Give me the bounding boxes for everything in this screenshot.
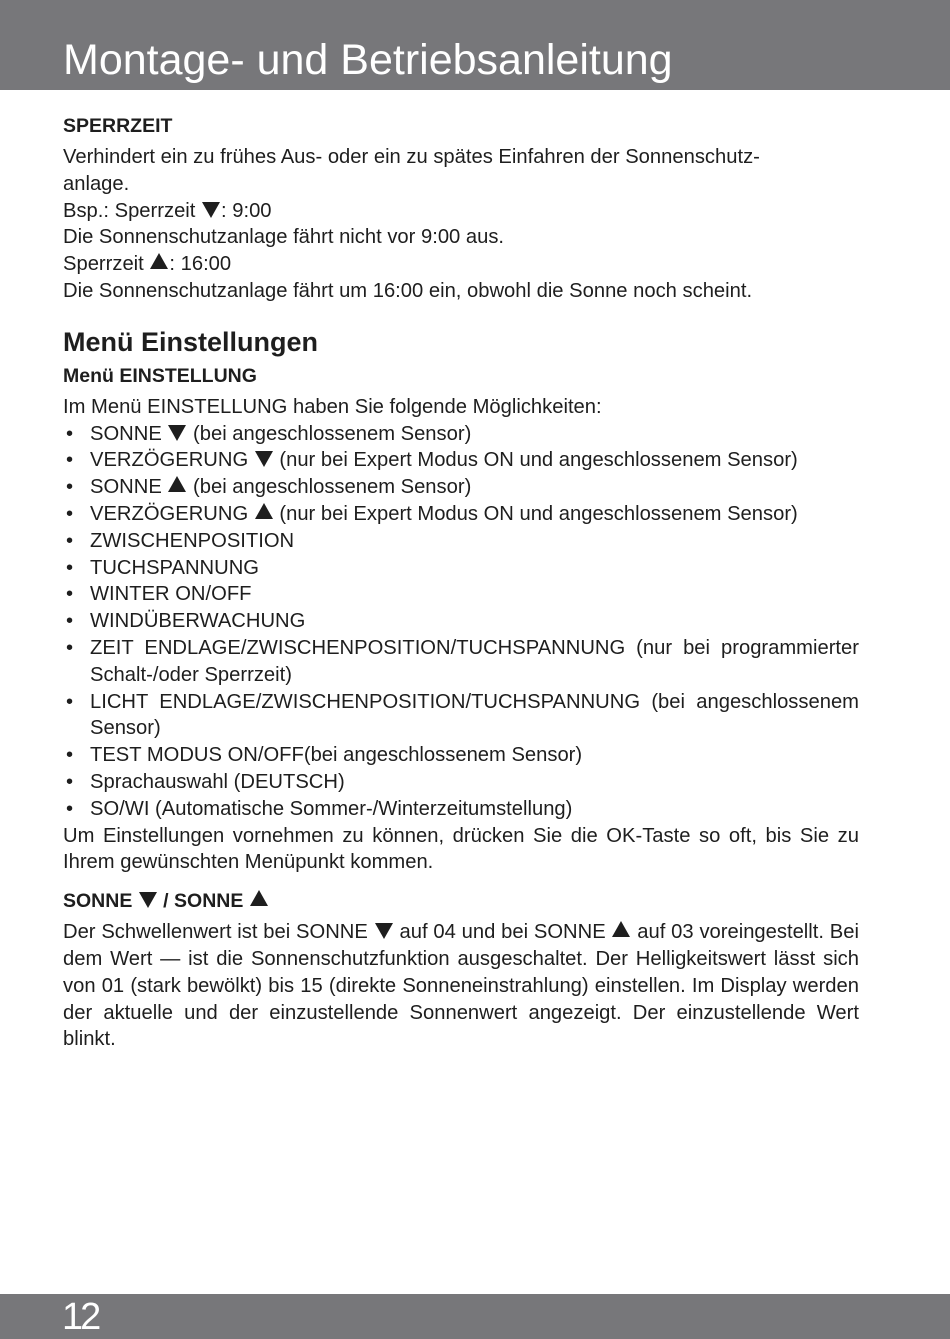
item-text: TUCHSPANNUNG (90, 556, 259, 579)
list-item-licht-endlage (63, 689, 859, 743)
sperrzeit-example-up (63, 251, 859, 278)
sonne-description (63, 919, 859, 1053)
settings-options-list (63, 421, 859, 823)
bullet: • (66, 449, 74, 472)
sonne-text: auf 03 voreingestellt. Bei dem Wert — ist die Sonnenschutzfunktion ausgeschaltet. Der Helligkeitswert lässt sich von 01 (stark bewölkt) bis 15 (direkte Sonneneinstrahlung) einstellen. Im Display werden der aktuelle und der einzustellende Sonnenwert angezeigt. Der einzustellende Wert blinkt. (63, 921, 859, 1051)
bullet: • (66, 797, 74, 820)
sonne-text: Der Schwellenwert ist bei SONNE (63, 921, 374, 944)
arrow-up-icon (255, 503, 273, 519)
sonne-heading-text: SONNE (63, 890, 138, 913)
sperrzeit-heading: SPERRZEIT (63, 115, 173, 137)
bullet: • (66, 476, 74, 499)
page-title: Montage- und Betriebsanleitung (63, 36, 673, 84)
arrow-down-icon (255, 451, 273, 467)
sonne-heading-separator: / SONNE (157, 890, 249, 913)
page-footer (0, 1294, 950, 1339)
sperrzeit-example-prefix: Bsp.: Sperrzeit (63, 199, 202, 222)
list-item-test-modus (63, 742, 859, 769)
list-item-zeit-endlage (63, 635, 859, 689)
arrow-down-icon (375, 923, 393, 939)
item-text: SONNE (90, 422, 168, 445)
sperrzeit-down-value: : 9:00 (221, 199, 272, 222)
bullet: • (66, 744, 74, 767)
item-text: (bei angeschlossenem Sensor) (187, 476, 472, 499)
list-item-so-wi (63, 796, 859, 823)
sperrzeit-block (63, 144, 859, 305)
bullet: • (66, 636, 74, 659)
sperrzeit-note-down: Die Sonnenschutzanlage fährt nicht vor 9:00 aus. (63, 226, 505, 249)
item-text: LICHT ENDLAGE/ZWISCHENPOSITION/TUCHSPANNUNG (bei angeschlossenem Sensor) (90, 690, 859, 740)
list-item-verzoegerung-up (63, 501, 859, 528)
item-text: ZEIT ENDLAGE/ZWISCHENPOSITION/TUCHSPANNUNG (nur bei programmierter Schalt-/oder Sperrzeit) (90, 636, 859, 686)
arrow-down-icon (202, 202, 220, 218)
sperrzeit-up-value: : 16:00 (169, 253, 232, 276)
sperrzeit-note-up: Die Sonnenschutzanlage fährt um 16:00 ein, obwohl die Sonne noch scheint. (63, 279, 753, 302)
settings-intro: Im Menü EINSTELLUNG haben Sie folgende Möglichkeiten: (63, 395, 602, 418)
item-text: TEST MODUS ON/OFF(bei angeschlossenem Sensor) (90, 744, 583, 767)
list-item-windueberwachung (63, 608, 859, 635)
bullet: • (66, 770, 74, 793)
list-item-sonne-up (63, 474, 859, 501)
settings-section-title: Menü Einstellungen (63, 326, 319, 357)
sonne-text: auf 04 und bei SONNE (393, 921, 612, 944)
bullet: • (66, 422, 74, 445)
item-text: WINTER ON/OFF (90, 583, 252, 606)
sonne-heading (63, 888, 859, 914)
item-text: (nur bei Expert Modus ON und angeschlossenem Sensor) (273, 449, 798, 472)
settings-subheading: Menü EINSTELLUNG (63, 364, 257, 387)
item-text: (bei angeschlossenem Sensor) (187, 422, 472, 445)
sperrzeit-desc-line1: Verhindert ein zu frühes Aus- oder ein zu spätes Einfahren der Sonnenschutz- (63, 146, 760, 168)
item-text: WINDÜBERWACHUNG (90, 610, 306, 633)
item-text: (nur bei Expert Modus ON und angeschlossenem Sensor) (273, 502, 798, 525)
sperrzeit-desc-line2: anlage. (63, 172, 130, 195)
item-text: Sprachauswahl (DEUTSCH) (90, 770, 345, 793)
item-text: SO/WI (Automatische Sommer-/Winterzeitumstellung) (90, 797, 573, 820)
list-item-sprachauswahl (63, 769, 859, 796)
sperrzeit-example-down (63, 198, 859, 225)
bullet: • (66, 529, 74, 552)
bullet: • (66, 690, 74, 713)
bullet: • (66, 556, 74, 579)
page-header (0, 0, 950, 90)
arrow-down-icon (168, 425, 186, 441)
sperrzeit-example-prefix-2: Sperrzeit (63, 253, 150, 276)
item-text: SONNE (90, 476, 168, 499)
list-item-zwischenposition (63, 528, 859, 555)
page-number: 12 (62, 1296, 99, 1338)
bullet: • (66, 502, 74, 525)
list-item-sonne-down (63, 421, 859, 448)
arrow-up-icon (612, 921, 630, 937)
item-text: VERZÖGERUNG (90, 449, 254, 472)
item-text: VERZÖGERUNG (90, 502, 254, 525)
page-content (63, 113, 859, 1053)
arrow-down-icon (139, 892, 157, 908)
item-text: ZWISCHENPOSITION (90, 529, 295, 552)
bullet: • (66, 610, 74, 633)
settings-outro: Um Einstellungen vornehmen zu können, drücken Sie die OK-Taste so oft, bis Sie zu Ihrem gewünschten Menüpunkt kommen. (63, 824, 859, 874)
list-item-tuchspannung (63, 555, 859, 582)
list-item-verzoegerung-down (63, 447, 859, 474)
arrow-up-icon (150, 253, 168, 269)
arrow-up-icon (168, 476, 186, 492)
bullet: • (66, 583, 74, 606)
list-item-winter (63, 581, 859, 608)
arrow-up-icon (250, 890, 268, 906)
